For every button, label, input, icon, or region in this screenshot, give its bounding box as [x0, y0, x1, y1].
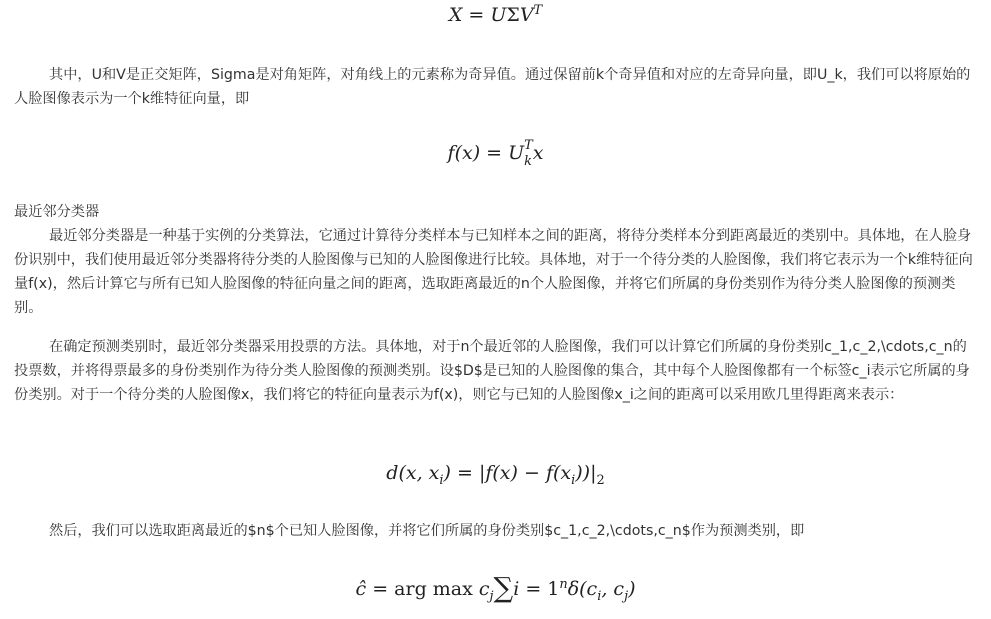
formula-symbol: (x) − — [492, 462, 546, 484]
formula-symbol: (x) — [454, 142, 481, 164]
paragraph-nearest-neighbor: 最近邻分类器是一种基于实例的分类算法，它通过计算待分类样本与已知样本之间的距离，将待分类样本分到距离最近的类别中。具体地，在人脸身份识别中，我们使用最近邻分类器将待分类的人脸图像与已知的人脸图像进行比较。具体地，对于一个待分类的人脸图像，我们将它表示为一个k维特征向量f(x)，然后计算它与所有已知人脸图像的特征向量之间的距离，选取距离最近的n个人脸图像，并将它们所属的身份类别作为待分类人脸图像的预测类别。 — [14, 228, 973, 316]
formula-subscript: k — [524, 153, 532, 169]
section-heading: 最近邻分类器 — [14, 204, 100, 220]
argmax-formula — [0, 570, 991, 605]
formula-symbol: Σ — [506, 4, 520, 26]
paragraph-svd-explanation: 其中，U和V是正交矩阵，Sigma是对角矩阵，对角线上的元素称为奇异值。通过保留前k个奇异值和对应的左奇异向量，即U_k，我们可以将原始的人脸图像表示为一个k维特征向量，即 — [14, 67, 971, 107]
formula-operator: = — [366, 578, 395, 600]
formula-symbol: f — [545, 462, 553, 484]
distance-formula — [0, 462, 991, 488]
formula-symbol: x — [532, 142, 544, 164]
feature-formula — [0, 137, 991, 169]
formula-superscript: n — [559, 576, 568, 592]
formula-symbol: d — [386, 462, 399, 484]
formula-symbol: ) — [628, 578, 636, 600]
formula-operator: arg max — [394, 578, 473, 600]
formula-subscript: j — [489, 588, 494, 604]
formula-operator: = — [462, 4, 491, 26]
formula-symbol: (x, x — [398, 462, 440, 484]
formula-symbol: , c — [601, 578, 625, 600]
formula-operator: = — [450, 462, 479, 484]
formula-symbol: | — [478, 462, 486, 484]
formula-subscript: i — [597, 588, 602, 604]
formula-superscript: T — [533, 2, 543, 18]
formula-subscript: j — [624, 588, 629, 604]
formula-symbol: )) — [575, 462, 591, 484]
formula-symbol: f — [447, 142, 455, 164]
formula-symbol: i — [513, 578, 520, 600]
formula-superscript: T — [524, 137, 533, 153]
formula-symbol: | — [590, 462, 597, 484]
formula-operator: = 1 — [519, 578, 560, 600]
formula-symbol: δ(c — [567, 578, 598, 600]
formula-subscript: i — [571, 472, 576, 488]
paragraph-prediction: 然后，我们可以选取距离最近的$n$个已知人脸图像，并将它们所属的身份类别$c_1,c_2,\cdots,c_n$作为预测类别，即 — [49, 523, 805, 539]
formula-symbol: V — [519, 4, 534, 26]
formula-symbol: U — [508, 142, 525, 164]
formula-symbol: c — [472, 578, 490, 600]
formula-symbol: ) — [443, 462, 451, 484]
formula-symbol: (x — [552, 462, 572, 484]
paragraph-voting: 在确定预测类别时，最近邻分类器采用投票的方法。具体地，对于n个最近邻的人脸图像，我们可以计算它们所属的身份类别c_1,c_2,\cdots,c_n的投票数，并将得票最多的身份类别作为待分类人脸图像的预测类别。设$D$是已知的人脸图像的集合，其中每个人脸图像都有一个标签c_i表示它所属的身份类别。对于一个待分类的人脸图像x，我们将它的特征向量表示为f(x)，则它与已知的人脸图像x_i之间的距离可以采用欧几里得距离来表示： — [14, 339, 970, 403]
formula-symbol: ĉ — [355, 578, 367, 600]
formula-operator: = — [480, 142, 509, 164]
formula-symbol: X — [448, 4, 463, 26]
formula-subscript: i — [439, 472, 444, 488]
summation-symbol: ∑ — [493, 572, 514, 605]
formula-symbol: U — [490, 4, 507, 26]
formula-subscript: 2 — [596, 472, 605, 488]
svd-formula — [0, 4, 991, 26]
formula-symbol: f — [485, 462, 493, 484]
